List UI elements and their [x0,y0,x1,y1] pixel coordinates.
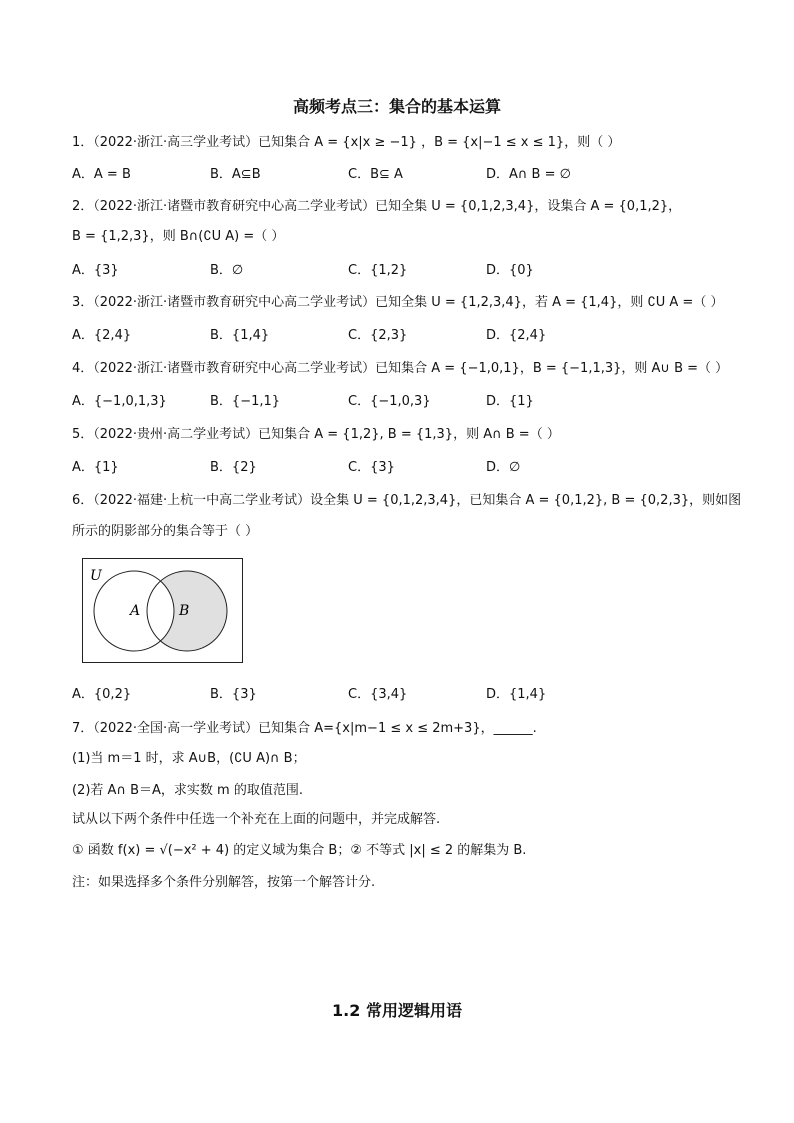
q2-option-b: B．∅ [210,263,244,278]
question-7-part-2: (2)若 A∩ B＝A，求实数 m 的取值范围. [72,783,303,798]
question-7-conditions: ① 函数 f(x) = √(−x² + 4) 的定义域为集合 B；② 不等式 |x| ≤ 2 的解集为 B. [72,843,527,858]
q1-option-a: A．A = B [72,167,131,182]
question-5-stem: 5．（2022·贵州·高二学业考试）已知集合 A = {1,2}, B = {1,3}，则 A∩ B =（ ） [72,427,560,442]
venn-diagram [82,558,244,664]
question-7-note: 注：如果选择多个条件分别解答，按第一个解答计分. [72,875,376,890]
q4-option-c: C．{−1,0,3} [348,394,431,409]
next-section-title: 1.2 常用逻辑用语 [332,1001,462,1020]
q4-option-a: A．{−1,0,1,3} [72,394,167,409]
q2-option-a: A．{3} [72,263,119,278]
q6-option-d: D．{1,4} [486,687,547,702]
question-7-stem: 7．（2022·全国·高一学业考试）已知集合 A={x|m−1 ≤ x ≤ 2m+3}，______. [72,721,537,736]
venn-label-b: B [179,603,190,619]
venn-label-a: A [130,603,141,619]
q6-option-a: A．{0,2} [72,687,132,702]
q4-option-d: D．{1} [486,394,534,409]
q3-option-c: C．{2,3} [348,328,408,343]
question-6-stem: 6．（2022·福建·上杭一中高二学业考试）设全集 U = {0,1,2,3,4}，已知集合 A = {0,1,2}, B = {0,2,3}，则如图 [72,493,742,508]
q3-option-a: A．{2,4} [72,328,132,343]
q2-option-c: C．{1,2} [348,263,408,278]
question-4-stem: 4．（2022·浙江·诸暨市教育研究中心高二学业考试）已知集合 A = {−1,0,1}，B = {−1,1,3}，则 A∪ B =（ ） [72,361,729,376]
question-2-stem: 2．（2022·浙江·诸暨市教育研究中心高二学业考试）已知全集 U = {0,1,2,3,4}，设集合 A = {0,1,2}， [72,199,682,214]
q1-option-d: D．A∩ B = ∅ [486,167,571,182]
q5-option-a: A．{1} [72,460,119,475]
q6-option-b: B．{3} [210,687,257,702]
question-6-stem-cont: 所示的阴影部分的集合等于（ ） [72,524,259,539]
venn-label-u: U [90,568,102,584]
q6-option-c: C．{3,4} [348,687,408,702]
q3-option-b: B．{1,4} [210,328,270,343]
question-2-stem-cont: B = {1,2,3}，则 B∩(∁U A) =（ ） [72,229,285,244]
question-7-part-1: (1)当 m＝1 时，求 A∪B，(∁U A)∩ B； [72,751,306,766]
question-3-stem: 3．（2022·浙江·诸暨市教育研究中心高二学业考试）已知全集 U = {1,2,3,4}，若 A = {1,4}，则 ∁U A =（ ） [72,295,724,310]
q4-option-b: B．{−1,1} [210,394,281,409]
q5-option-d: D．∅ [486,460,521,475]
section-title: 高频考点三：集合的基本运算 [292,97,501,116]
question-1-stem: 1．（2022·浙江·高三学业考试）已知集合 A = {x|x ≥ −1} ，B = {x|−1 ≤ x ≤ 1}，则（ ） [72,135,621,150]
q1-option-c: C．B⊆ A [348,167,403,182]
q1-option-b: B．A⊆B [210,167,261,182]
question-7-instruction: 试从以下两个条件中任选一个补充在上面的问题中，并完成解答. [72,812,441,827]
q5-option-b: B．{2} [210,460,257,475]
q3-option-d: D．{2,4} [486,328,547,343]
q2-option-d: D．{0} [486,263,534,278]
q5-option-c: C．{3} [348,460,395,475]
